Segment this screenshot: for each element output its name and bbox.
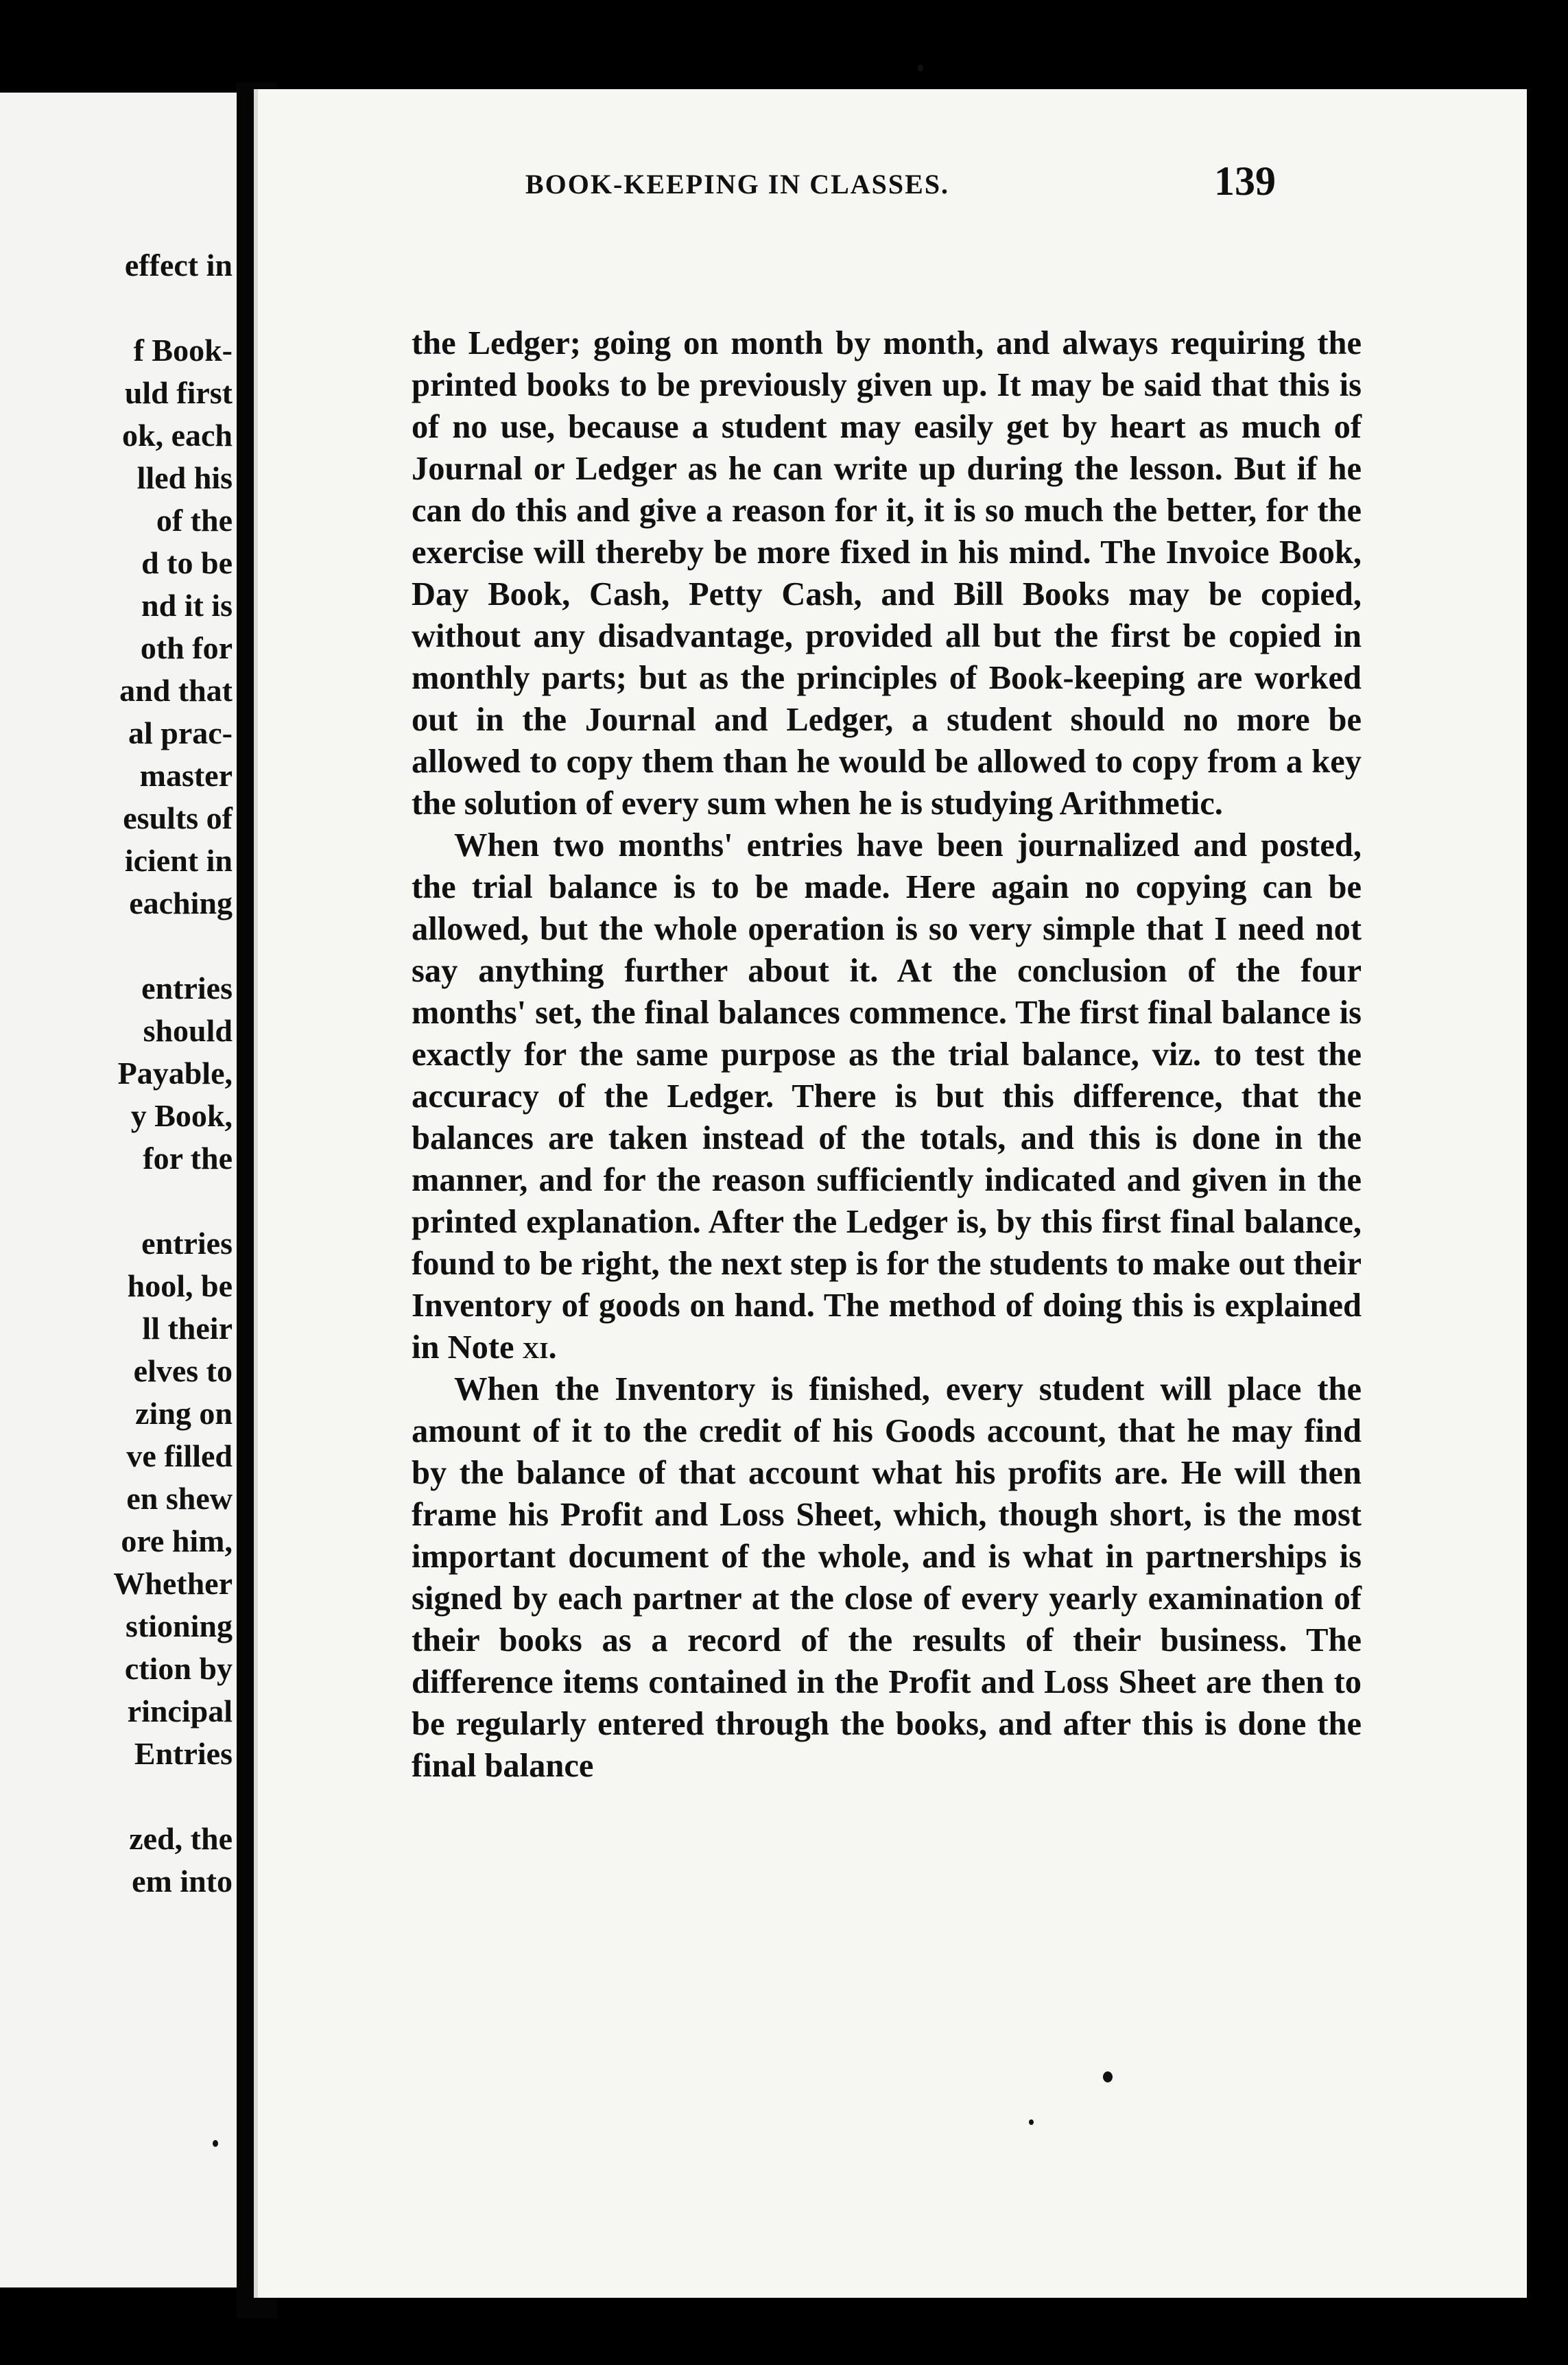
left-page-line: Whether <box>113 1566 233 1601</box>
left-page-line: f Book- <box>133 333 233 368</box>
left-page-line: Payable, <box>117 1056 233 1091</box>
left-page-line: entries <box>141 1226 233 1261</box>
left-page-line: ore him, <box>121 1523 233 1558</box>
left-page-line: uld first <box>124 375 233 410</box>
left-page-line: stioning <box>126 1608 233 1643</box>
note-reference: xi. <box>522 1329 557 1366</box>
left-page-line: esults of <box>123 800 233 835</box>
running-head: BOOK-KEEPING IN CLASSES. <box>525 169 950 200</box>
left-page-line: en shew <box>126 1481 233 1516</box>
left-page-line: lled his <box>136 460 233 495</box>
left-page-line: ll their <box>142 1311 233 1346</box>
left-page-line: Entries <box>134 1736 233 1771</box>
left-page-line: em into <box>132 1864 233 1899</box>
ink-speck <box>1103 2071 1113 2082</box>
left-page-line: icient in <box>124 843 233 878</box>
body-text <box>412 322 1362 1787</box>
left-page-line: of the <box>156 503 233 538</box>
paragraph-2 <box>412 824 1362 1368</box>
left-page-line: zing on <box>135 1396 233 1431</box>
left-page-line: should <box>143 1013 233 1048</box>
paragraph-1: the Ledger; going on month by month, and always requiring the printed books to be previously given up. It may be said that this is of no use, because a student may easily get by heart as much of Journal or Ledger as he can write up during the lesson. But if he can do this and give a reason for it, it is so much the better, for the exercise will thereby be more fixed in his mind. The Invoice Book, Day Book, Cash, Petty Cash, and Bill Books may be copied, without any disadvantage, provided all but the first be copied in monthly parts; but as the principles of Book-keeping are worked out in the Journal and Ledger, a student should no more be allowed to copy them than he would be allowed to copy from a key the solution of every sum when he is studying Arithmetic. <box>412 325 1362 822</box>
left-page-line: for the <box>143 1141 233 1176</box>
left-page-line: master <box>139 758 233 793</box>
page-number: 139 <box>1214 158 1276 204</box>
left-page-line: al prac- <box>128 715 233 750</box>
left-page-line: zed, the <box>129 1821 233 1856</box>
left-page-line: y Book, <box>130 1098 233 1133</box>
left-page-line: entries <box>141 971 233 1006</box>
left-page-line: oth for <box>140 630 233 665</box>
ink-speck <box>918 64 923 71</box>
paragraph-3: When the Inventory is finished, every student will place the amount of it to the credit of his Goods account, that he may find by the balance of that account what his profits are. He will then frame his Profit and Loss Sheet, which, though short, is the most important document of the whole, and is what in partnerships is signed by each partner at the close of every yearly examination of their books as a record of the results of their business. The difference items contained in the Profit and Loss Sheet are then to be regularly entered through the books, and after this is done the final balance <box>412 1371 1362 1784</box>
left-page-fragment <box>0 93 237 2287</box>
left-page-line: effect in <box>124 248 233 283</box>
left-page-line: elves to <box>133 1353 233 1388</box>
ink-speck <box>213 2140 218 2147</box>
left-page-line: d to be <box>141 545 233 580</box>
left-page-line: eaching <box>129 886 233 920</box>
left-page-line: nd it is <box>141 588 233 623</box>
left-page-line: ok, each <box>122 418 233 453</box>
left-page-line: ve filled <box>126 1438 233 1473</box>
paragraph-2-text: When two months' entries have been journalized and posted, the trial balance is to be made. Here again no copying can be allowed, but the whole operation is so very simple that I need not say anything further about it. At the conclusion of the four months' set, the final balances commence. The first final balance is exactly for the same purpose as the trial balance, viz. to test the accuracy of the Ledger. There is but this difference, that the balances are taken instead of the totals, and this is done in the manner, and for the reason sufficiently indicated and given in the printed explanation. After the Ledger is, by this first final balance, found to be right, the next step is for the students to make out their Inventory of goods on hand. The method of doing this is explained in Note <box>412 827 1362 1366</box>
left-page-line: rincipal <box>127 1693 233 1728</box>
left-page-line: hool, be <box>127 1268 233 1303</box>
ink-speck <box>1029 2119 1034 2125</box>
left-page-line: ction by <box>124 1651 233 1686</box>
left-page-line: and that <box>119 673 233 708</box>
